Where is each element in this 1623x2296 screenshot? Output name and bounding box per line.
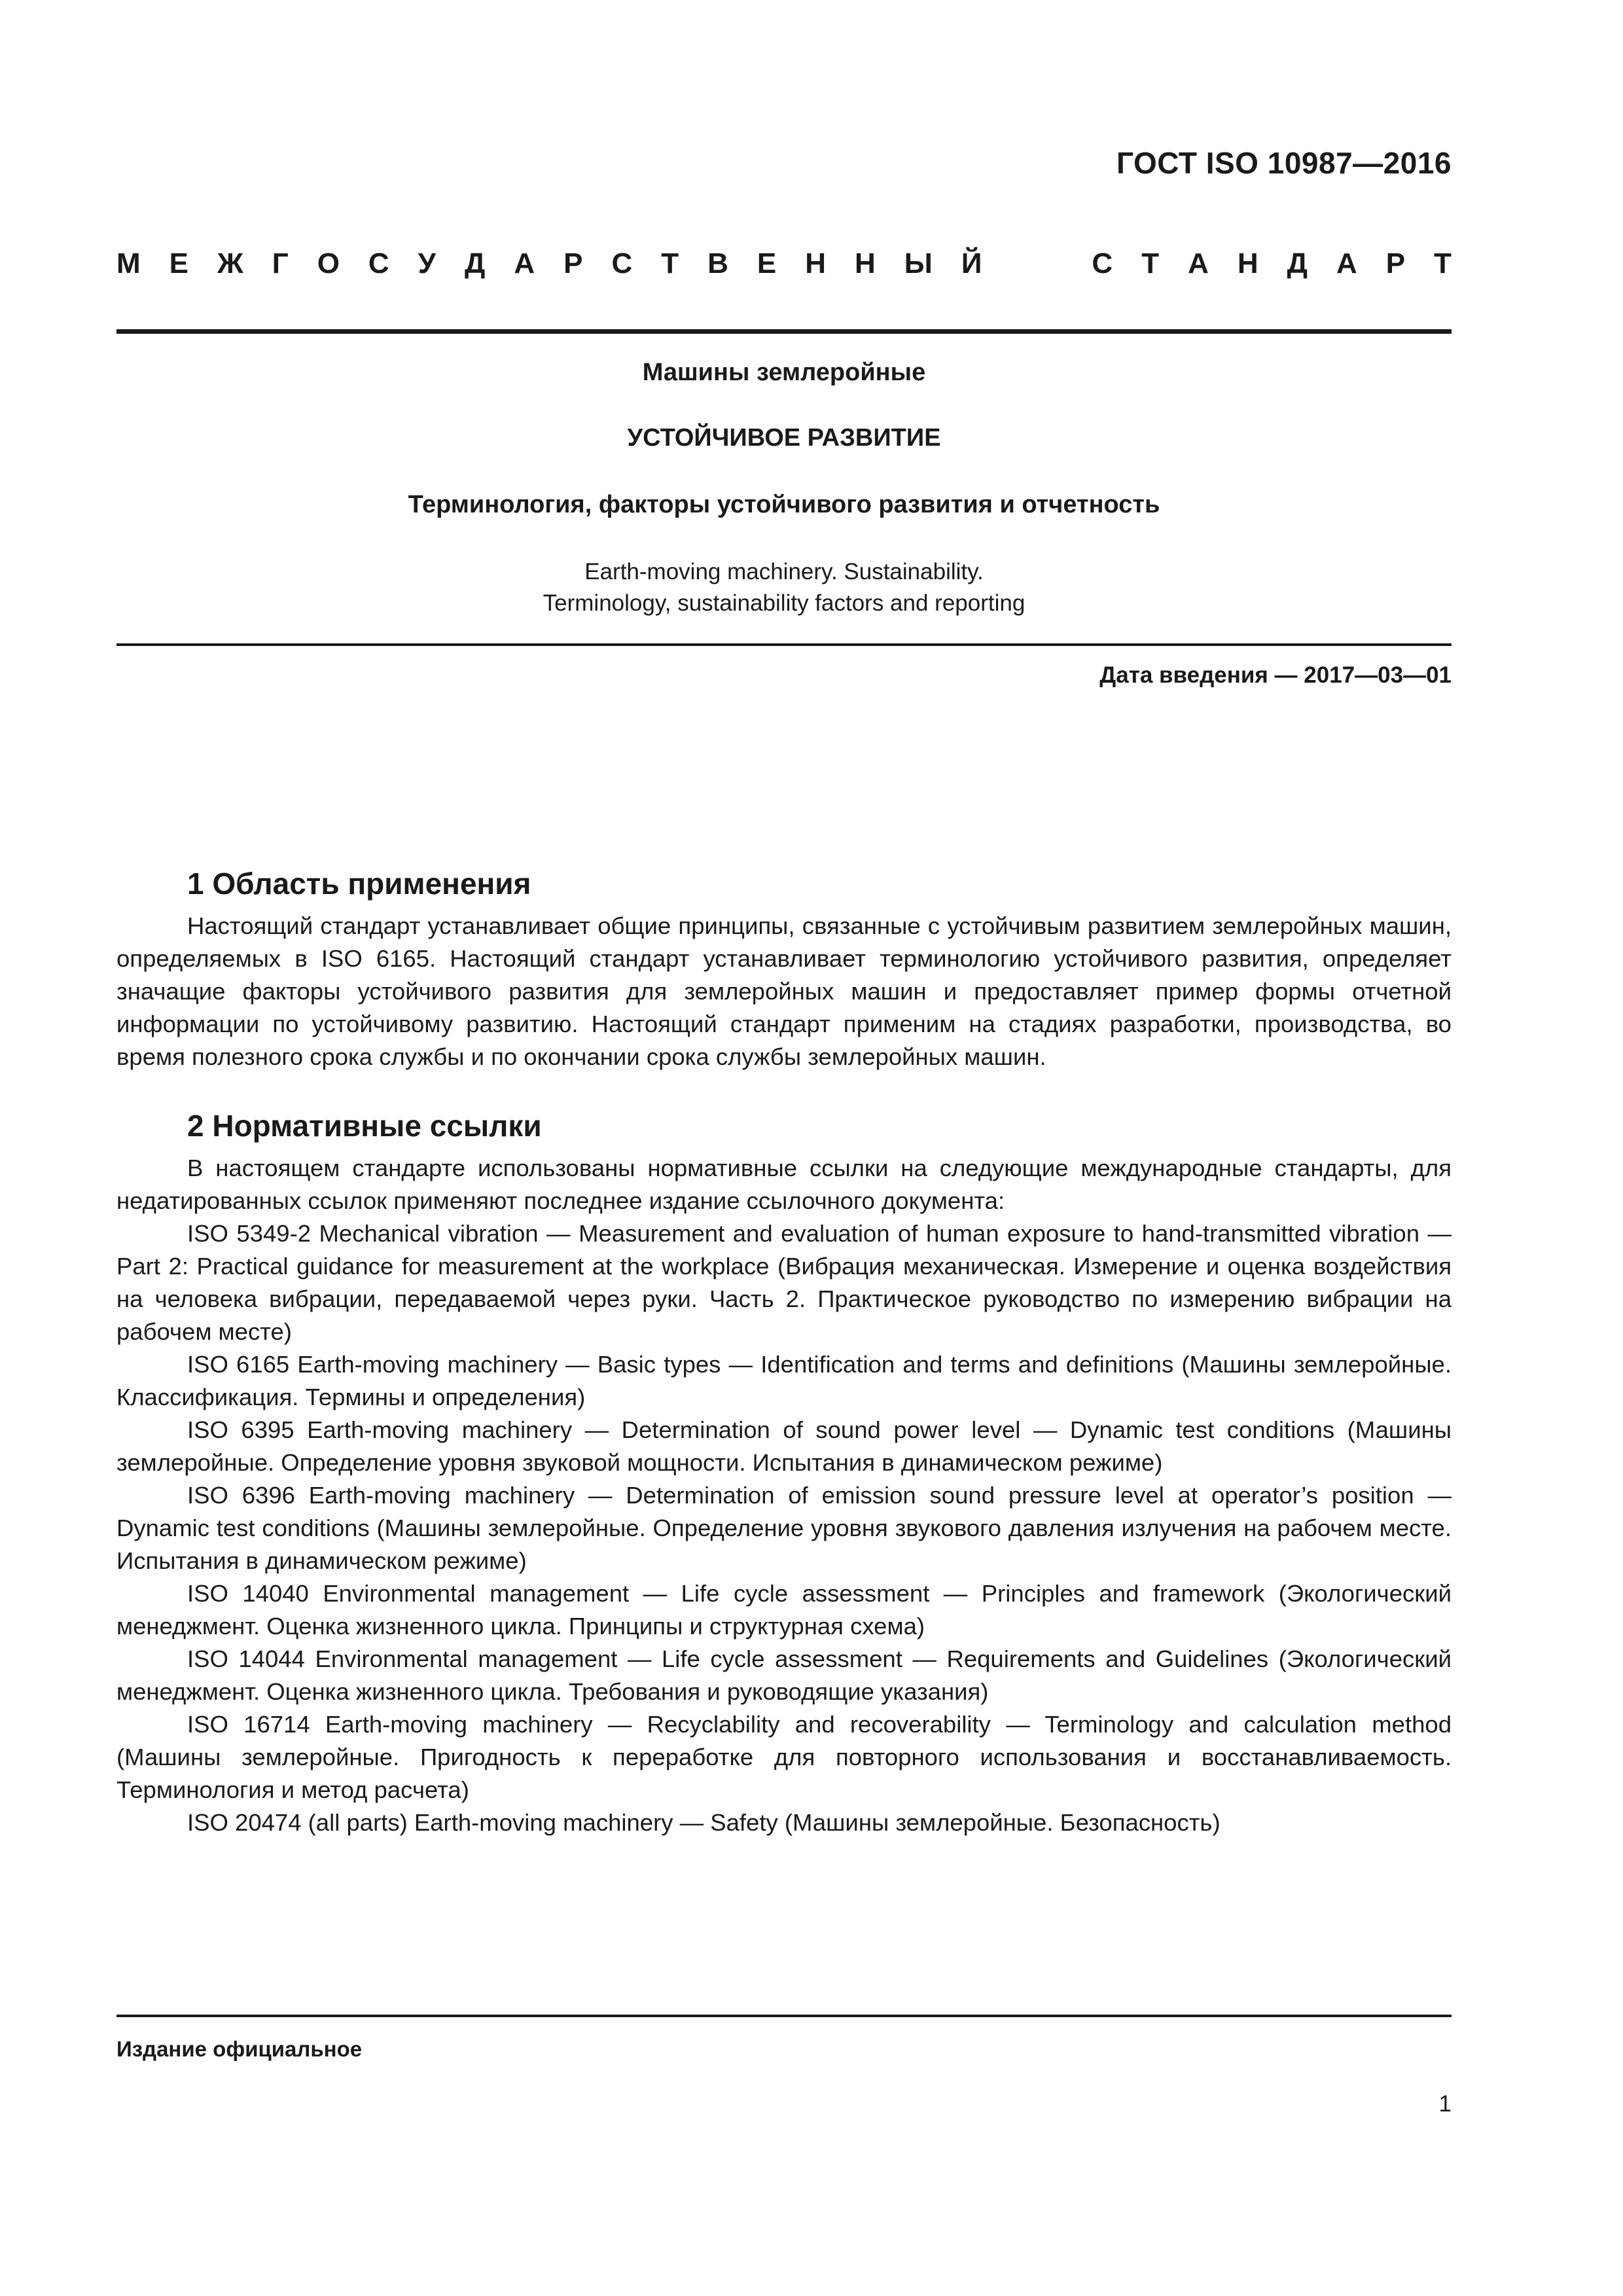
title-sub: Терминология, факторы устойчивого развития и отчетность <box>408 491 1160 518</box>
gost-number: ГОСТ ISO 10987—2016 <box>1116 146 1452 180</box>
banner-letter: М <box>116 247 141 279</box>
page-number: 1 <box>1438 2091 1452 2117</box>
banner-letter: А <box>514 247 535 279</box>
section-1-text: Настоящий стандарт устанавливает общие принципы, связанные с устойчивым развитием землеройных машин, определяемых в ISO 6165. Настоящий стандарт устанавливает терминологию устойчивого развития, определяет значащие факторы устойчивого развития для землеройных машин и предоставляет пример формы отчетной информации по устойчивому развитию. Настоящий стандарт применим на стадиях разработки, производства, во время полезного срока службы и по окончании срока службы землеройных машин. <box>116 912 1452 1070</box>
title-divider <box>116 643 1452 646</box>
banner-letter: Г <box>272 247 289 279</box>
reference-item: ISO 14044 Environmental management — Life cycle assessment — Requirements and Guidelines (Экологический менеджмент. Оценка жизненного цикла. Требования и руководящие указания) <box>116 1645 1452 1705</box>
banner-letter: Д <box>1287 247 1308 279</box>
section-1-title: 1 Область применения <box>187 867 531 901</box>
reference-item: ISO 14040 Environmental management — Life cycle assessment — Principles and framework (Экологический менеджмент. Оценка жизненного цикла. Принципы и структурная схема) <box>116 1580 1452 1640</box>
interstate-standard-banner <box>116 247 1452 280</box>
banner-letter: А <box>1188 247 1209 279</box>
title-subject: Машины землеройные <box>642 359 926 386</box>
header-divider <box>116 329 1452 334</box>
section-2-intro: В настоящем стандарте использованы нормативные ссылки на следующие международные стандарты, для недатированных ссылок применяют последнее издание ссылочного документа: <box>116 1155 1452 1214</box>
banner-letter: С <box>611 247 633 279</box>
banner-letter: Н <box>1237 247 1258 279</box>
banner-letter: Р <box>563 247 583 279</box>
title-main: УСТОЙЧИВОЕ РАЗВИТИЕ <box>627 424 941 452</box>
banner-letter: Т <box>661 247 679 279</box>
banner-letter: Ж <box>217 247 243 279</box>
banner-letter: Т <box>1434 247 1452 279</box>
title-english <box>116 556 1452 619</box>
reference-item: ISO 6165 Earth-moving machinery — Basic types — Identification and terms and definitions (Машины землеройные. Классификация. Термины и определения) <box>116 1351 1452 1410</box>
banner-letter: А <box>1336 247 1357 279</box>
reference-item: ISO 20474 (all parts) Earth-moving machinery — Safety (Машины землеройные. Безопасность) <box>187 1809 1221 1836</box>
banner-gap <box>1010 247 1063 280</box>
section-spacer <box>116 1073 1452 1100</box>
banner-letter: Н <box>805 247 827 279</box>
banner-letter: Д <box>465 247 486 279</box>
reference-item: ISO 16714 Earth-moving machinery — Recyclability and recoverability — Terminology and calculation method (Машины землеройные. Пригодность к переработке для повторного использования и восстанавливаемость. Терминология и метод расчета) <box>116 1711 1452 1803</box>
banner-letter: О <box>317 247 340 279</box>
banner-letter: У <box>418 247 437 279</box>
banner-letter: Е <box>169 247 188 279</box>
banner-letter: С <box>1092 247 1113 279</box>
banner-letter: Р <box>1385 247 1406 279</box>
reference-item: ISO 6396 Earth-moving machinery — Determination of emission sound pressure level at operator’s position — Dynamic test conditions (Машины землеройные. Определение уровня звукового давления излучения на рабочем месте. Испытания в динамическом режиме) <box>116 1482 1452 1574</box>
document-body <box>116 857 1452 1839</box>
banner-letter: Н <box>855 247 876 279</box>
banner-letter: С <box>368 247 389 279</box>
reference-item: ISO 6395 Earth-moving machinery — Determination of sound power level — Dynamic test conditions (Машины землеройные. Определение уровня звуковой мощности. Испытания в динамическом режиме) <box>116 1416 1452 1476</box>
title-english-line: Terminology, sustainability factors and reporting <box>543 590 1026 616</box>
banner-letter: В <box>707 247 728 279</box>
reference-item: ISO 5349-2 Mechanical vibration — Measurement and evaluation of human exposure to hand-transmitted vibration — Part 2: Practical guidance for measurement at the workplace (Вибрация механическая. Измерение и оценка воздействия на человека вибрации, передаваемой через руки. Часть 2. Практическое руководство по измерению вибрации на рабочем месте) <box>116 1220 1452 1345</box>
banner-letter: Й <box>961 247 982 279</box>
official-edition-label: Издание официальное <box>116 2037 363 2061</box>
section-2-title: 2 Нормативные ссылки <box>187 1109 542 1143</box>
title-english-line: Earth-moving machinery. Sustainability. <box>584 559 984 584</box>
introduction-date: Дата введения — 2017—03—01 <box>1099 662 1452 688</box>
banner-letter: Е <box>757 247 777 279</box>
footer-divider <box>116 2015 1452 2017</box>
banner-letter: Ы <box>904 247 933 279</box>
banner-letter: Т <box>1141 247 1160 279</box>
